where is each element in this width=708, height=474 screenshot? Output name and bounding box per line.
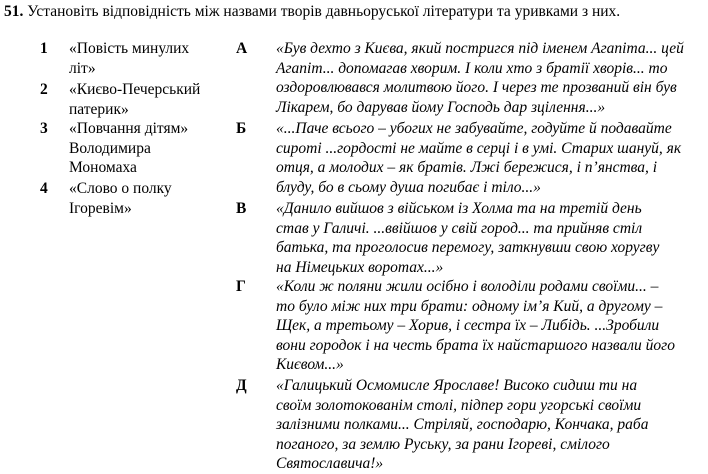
work-title: «Повчання дітям» Володимира Мономаха bbox=[69, 120, 189, 176]
question-header bbox=[4, 3, 620, 21]
excerpt-text: «...Паче всього – убогих не забувайте, годуйте й подавайте сироті ...гордості не майте в серці і в умі. Старих шануй, як отця, а молодих – як братів. Лжі бережися, і п’янства, і блуду, бо в сьому душа погибає і тіло...» bbox=[276, 120, 682, 196]
excerpt-text: «Коли ж поляни жили осібно і володіли родами своїми... – то було між них три брати: одному ім’я Кий, а другому – Щек, а третьому – Хорив, і сестра їх – Либідь. ...Зробили вони городок і на честь брата їх найстаршого назвали його Києвом...» bbox=[276, 278, 675, 373]
work-number: 3 bbox=[40, 120, 48, 137]
work-number: 2 bbox=[40, 81, 48, 98]
work-title: «Києво-Печерський патерик» bbox=[69, 81, 201, 118]
excerpt-letter: Г bbox=[236, 278, 246, 295]
work-title: «Повість минулих літ» bbox=[69, 40, 190, 77]
excerpt-letter: Б bbox=[236, 120, 247, 137]
question-number: 51. bbox=[4, 3, 24, 20]
excerpt-text: «Данило вийшов з військом із Холма та на третій день став у Галичі. ...ввійшов у свій город... та прийняв стіл батька, та проголосив перемогу, заткнувши свою хоругву на Німецьких воротах...» bbox=[276, 200, 660, 276]
question-text: Установіть відповідність між назвами творів давньоруської літератури та уривками з них. bbox=[27, 3, 621, 20]
excerpt-text: «Був дехто з Києва, який постригся під іменем Агапіта... цей Агапіт... допомагав хворим. І коли хто з братії хворів... то оздоровлювався молитвою його. І через те прозваний він був Лікарем, бо дарував йому Господь дар зцілення...» bbox=[276, 40, 684, 116]
work-number: 1 bbox=[40, 40, 48, 57]
work-number: 4 bbox=[40, 180, 48, 197]
excerpt-text: «Галицький Осмомисле Ярославе! Високо сидиш ти на своїм золотокованім столі, підпер гори угорські своїми залізними полками... Стріляй, господарю, Кончака, раба поганого, за землю Руську, за рани Ігореві, смілого Святославича!» bbox=[276, 377, 649, 472]
excerpt-letter: А bbox=[236, 40, 248, 57]
excerpt-letter: Д bbox=[236, 377, 247, 394]
work-title: «Слово о полку Ігоревім» bbox=[69, 180, 172, 217]
excerpt-letter: В bbox=[236, 200, 247, 217]
